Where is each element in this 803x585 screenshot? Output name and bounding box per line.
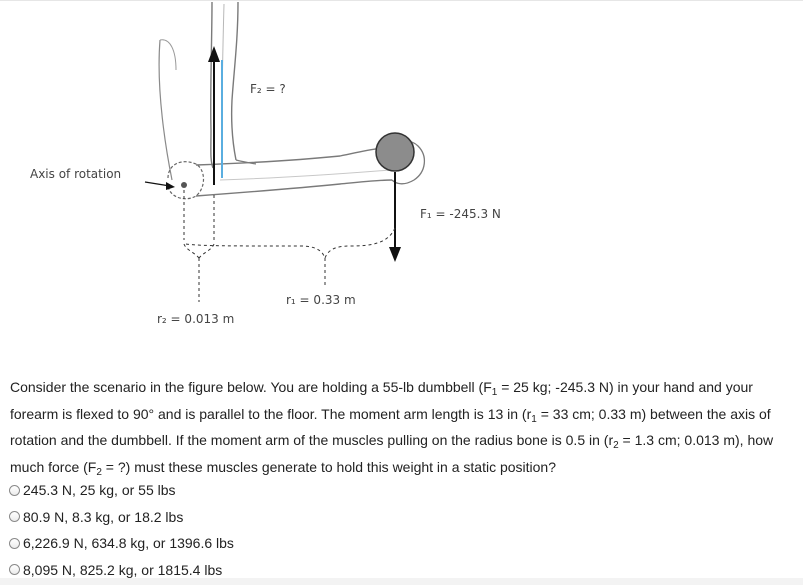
axis-of-rotation-label: Axis of rotation bbox=[30, 167, 122, 181]
answer-option-label[interactable]: 8,095 N, 825.2 kg, or 1815.4 lbs bbox=[23, 561, 223, 578]
dumbbell bbox=[376, 133, 414, 171]
answer-option-label[interactable]: 80.9 N, 8.3 kg, or 18.2 lbs bbox=[23, 508, 184, 525]
bottom-strip bbox=[0, 578, 803, 585]
answer-option[interactable] bbox=[9, 504, 234, 531]
r2-label: r₂ = 0.013 m bbox=[157, 312, 235, 326]
axis-point bbox=[181, 182, 187, 188]
forearm-outline bbox=[220, 170, 390, 180]
forearm-outline bbox=[196, 180, 392, 196]
answer-option-label[interactable]: 245.3 N, 25 kg, or 55 lbs bbox=[23, 482, 176, 499]
answer-option-label[interactable]: 6,226.9 N, 634.8 kg, or 1396.6 lbs bbox=[23, 535, 234, 552]
f2-arrowhead bbox=[208, 46, 220, 62]
radio-button[interactable] bbox=[9, 511, 20, 522]
radio-button[interactable] bbox=[9, 564, 20, 575]
r1-label: r₁ = 0.33 m bbox=[286, 293, 356, 307]
upper-arm-outline bbox=[159, 40, 172, 180]
r2-brace bbox=[184, 244, 214, 258]
elbow-joint bbox=[168, 162, 204, 199]
upper-arm-outline bbox=[160, 40, 176, 70]
radio-button[interactable] bbox=[9, 538, 20, 549]
f1-arrowhead bbox=[389, 247, 401, 262]
answer-option[interactable] bbox=[9, 477, 234, 504]
upper-arm-outline bbox=[211, 2, 213, 168]
answer-option[interactable] bbox=[9, 530, 234, 557]
r1-brace bbox=[186, 228, 395, 258]
f2-label: F₂ = ? bbox=[250, 82, 286, 96]
answer-options bbox=[9, 477, 234, 583]
f1-label: F₁ = -245.3 N bbox=[420, 207, 501, 221]
upper-arm-outline bbox=[232, 2, 238, 160]
axis-pointer-head bbox=[166, 182, 175, 190]
question-text: Consider the scenario in the figure below. You are holding a 55-lb dumbbell ($F_1 = 25$ kg; -245.3 N) in your hand and your forearm is flexed to 90° and is parallel to the floor. The moment arm length is 13 in ($r_1 = 33$ cm; 0.33 m) between the axis of rotation and the dumbbell. If the moment arm of the muscles pulling on the radius bone is 0.5 in ($r_2 = 1.3$ cm; 0.013 m), how much force ($F_2$ = ?) must these muscles generate to hold this weight in a static position? bbox=[10, 379, 774, 478]
radio-button[interactable] bbox=[9, 485, 20, 496]
forearm-outline bbox=[196, 148, 385, 165]
